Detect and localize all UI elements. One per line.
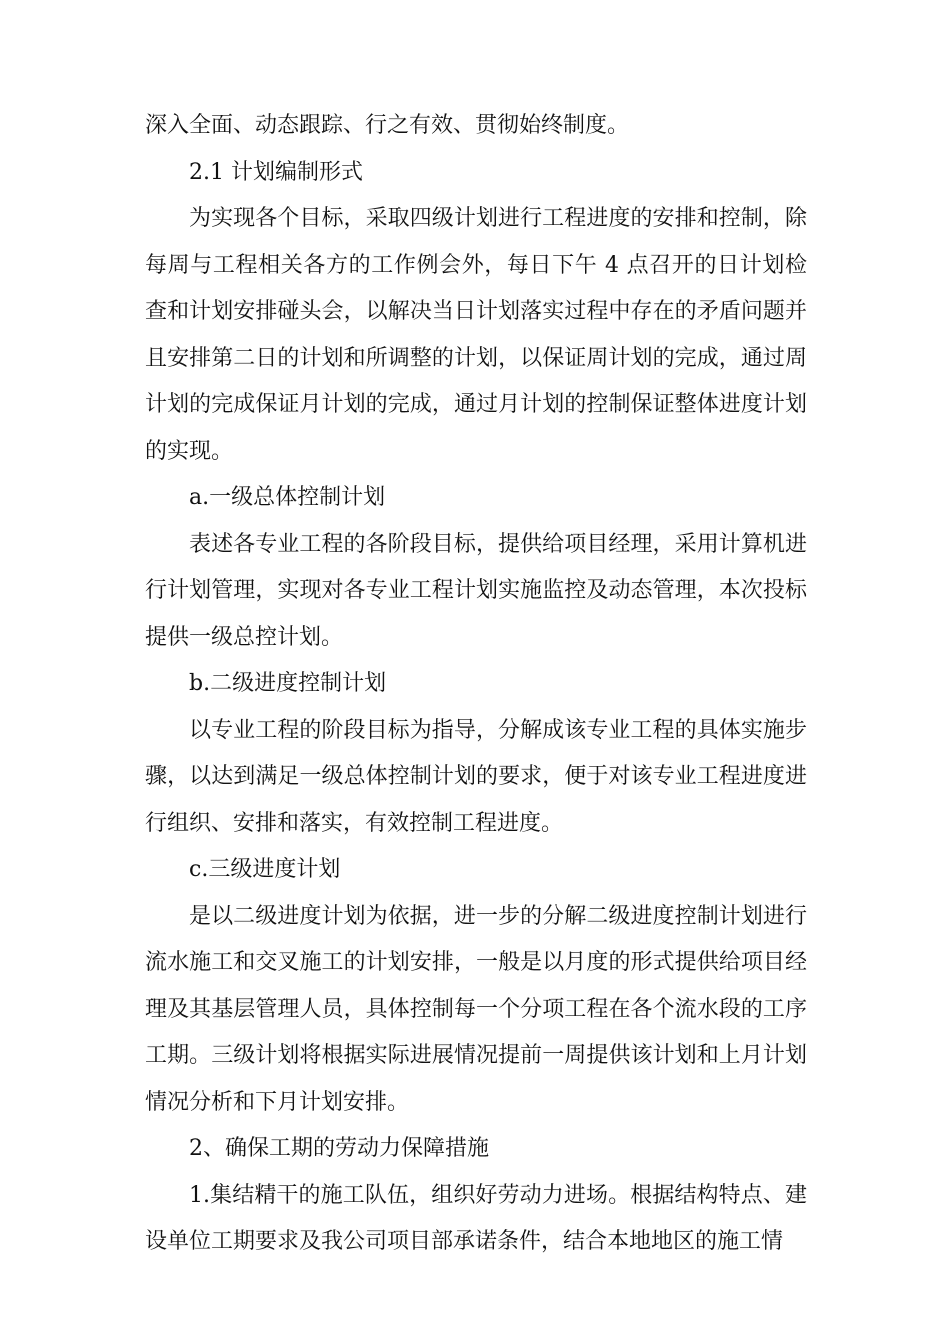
heading-labor-measures: 2、确保工期的劳动力保障措施 — [189, 1136, 489, 1161]
paragraph-level-one-plan: 表述各专业工程的各阶段目标，提供给项目经理，采用计算机进行计划管理，实现对各专业工程计划实施监控及动态管理，本次投标提供一级总控计划。 — [145, 531, 807, 650]
paragraph-level-two-plan: 以专业工程的阶段目标为指导，分解成该专业工程的具体实施步骤，以达到满足一级总体控制计划的要求，便于对该专业工程进度进行组织、安排和落实，有效控制工程进度。 — [145, 717, 807, 836]
paragraph-level-three-plan: 是以二级进度计划为依据，进一步的分解二级进度控制计划进行流水施工和交叉施工的计划安排，一般是以月度的形式提供给项目经理及其基层管理人员，具体控制每一个分项工程在各个流水段的工序工期。三级计划将根据实际进展情况提前一周提供该计划和上月计划情况分析和下月计划安排。 — [145, 903, 807, 1115]
heading-level-two-plan: b.二级进度控制计划 — [189, 671, 387, 696]
heading-level-one-plan: a.一级总体控制计划 — [189, 485, 386, 510]
heading-level-three-plan: c.三级进度计划 — [189, 857, 341, 882]
document-body — [145, 103, 807, 1266]
paragraph-system-summary: 深入全面、动态跟踪、行之有效、贯彻始终制度。 — [145, 113, 630, 138]
heading-plan-format: 2.1 计划编制形式 — [189, 159, 363, 185]
paragraph-labor-team: 1.集结精干的施工队伍，组织好劳动力进场。根据结构特点、建设单位工期要求及我公司项目部承诺条件，结合本地地区的施工情 — [145, 1182, 807, 1254]
paragraph-four-level-plan: 为实现各个目标，采取四级计划进行工程进度的安排和控制，除每周与工程相关各方的工作例会外，每日下午 4 点召开的日计划检查和计划安排碰头会，以解决当日计划落实过程中存在的矛盾问题并且安排第二日的计划和所调整的计划，以保证周计划的完成，通过周计划的完成保证月计划的完成，通过月计划的控制保证整体进度计划的实现。 — [145, 206, 807, 464]
